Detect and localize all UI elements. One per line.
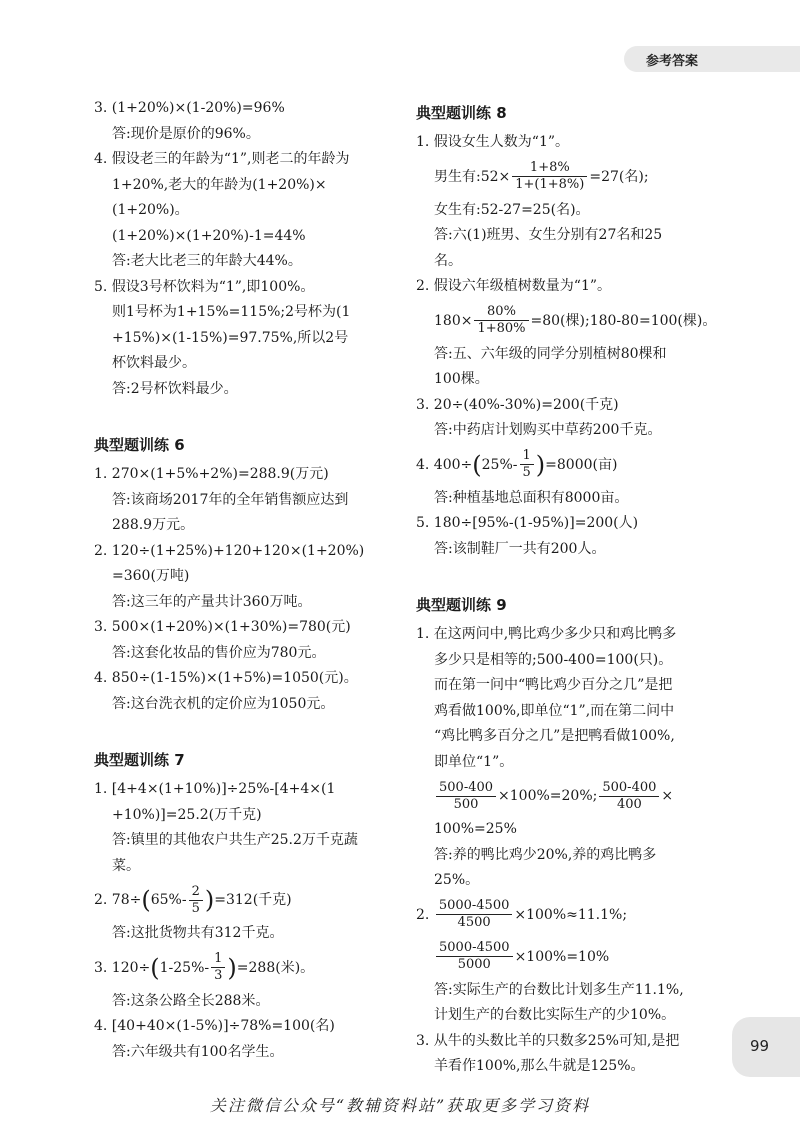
answer-line: 5. 假设3号杯饮料为“1”,即100%。 (94, 278, 315, 295)
answer-line: 3. 从牛的头数比羊的只数多25%可知,是把 (416, 1032, 680, 1049)
answer-line: 答:现价是原价的96%。 (112, 125, 260, 142)
answer-line: 4. [40+40×(1-5%)]÷78%=100(名) (94, 1018, 335, 1034)
answer-line: 计划生产的台数比实际生产的少10%。 (434, 1007, 676, 1023)
answer-line: 答:这批货物共有312千克。 (112, 925, 284, 941)
answer-line: 答:镇里的其他农户共生产25.2万千克蔬 (112, 832, 358, 848)
answer-line: 答:这台洗衣机的定价应为1050元。 (112, 695, 335, 712)
answer-line: (1+20%)。 (112, 202, 189, 218)
answer-line: 菜。 (112, 857, 140, 874)
answer-line: 4. 假设老三的年龄为“1”,则老二的年龄为 (94, 151, 350, 167)
formula-line: 2. 78÷(65%- $\frac{2}{5}$ )=312(千克) (94, 883, 292, 916)
answer-line: =360(万吨) (112, 568, 190, 584)
answer-line: 25%。 (434, 872, 480, 888)
fraction: $\frac{500-400}{500}$ (436, 780, 496, 813)
fraction: $\frac{5000-4500}{4500}$ (436, 898, 513, 931)
formula-line: 男生有:52× $\frac{1+8\%}{1+(1+8\%)}$ =27(名); (434, 160, 649, 192)
answer-line: 答:这套化妆品的售价应为780元。 (112, 644, 326, 661)
answer-line: 1. 在这两问中,鸭比鸡少多少只和鸡比鸭多 (416, 626, 677, 642)
answer-line: “鸡比鸭多百分之几”是把鸭看做100%, (434, 728, 675, 744)
fraction: $\frac{2}{5}$ (189, 884, 203, 917)
answer-line: 1. 270×(1+5%+2%)=288.9(万元) (94, 466, 329, 482)
answer-line: 答:养的鸭比鸡少20%,养的鸡比鸭多 (434, 846, 657, 863)
answer-line: 100%=25% (434, 821, 517, 837)
fraction: $\frac{1}{5}$ (520, 448, 534, 481)
answer-line: 答:该商场2017年的全年销售额应达到 (112, 491, 349, 508)
answer-line: 答:中药店计划购买中草药200千克。 (434, 422, 662, 438)
answer-line: 答:这条公路全长288米。 (112, 992, 270, 1009)
answer-line: 答:种植基地总面积有8000亩。 (434, 489, 629, 506)
answer-line: 3. 500×(1+20%)×(1+30%)=780(元) (94, 619, 351, 635)
answers-block-7 (94, 777, 394, 1065)
formula-line: $\frac{5000-4500}{5000}$ ×100%=10% (416, 936, 716, 978)
answer-line: 2. 假设六年级植树数量为“1”。 (416, 278, 612, 294)
answer-line: 即单位“1”。 (434, 753, 514, 770)
answer-line: 女生有:52-27=25(名)。 (434, 201, 590, 218)
right-column (416, 96, 716, 1080)
formula-line: $\frac{500-400}{500}$ ×100%=20%; $\frac{500-400}{400}$ × (416, 775, 716, 817)
answer-line: 1+20%,老大的年龄为(1+20%)× (112, 176, 327, 193)
answer-line: 1. 假设女生人数为“1”。 (416, 134, 570, 150)
answer-line: 4. 850÷(1-15%)×(1+5%)=1050(元)。 (94, 670, 358, 686)
answer-line: 答:2号杯饮料最少。 (112, 380, 238, 397)
answer-line: 多少只是相等的;500-400=100(只)。 (434, 651, 673, 668)
header-tab (624, 46, 800, 72)
left-column (94, 96, 394, 1065)
answer-line: 而在第一问中“鸭比鸡少百分之几”是把 (434, 677, 673, 693)
answer-line: 杯饮料最少。 (112, 355, 196, 371)
answer-line: 2. 120÷(1+25%)+120+120×(1+20%) (94, 542, 365, 559)
answer-line: 3. 20÷(40%-30%)=200(千克) (416, 396, 619, 413)
answer-line: 100棵。 (434, 371, 489, 387)
answer-line: 名。 (434, 252, 462, 269)
answer-line: 羊看作100%,那么牛就是125%。 (434, 1058, 645, 1074)
fraction: $\frac{500-400}{400}$ (599, 780, 659, 813)
fraction: $\frac{5000-4500}{5000}$ (436, 940, 513, 973)
formula-line: 4. 400÷(25%- $\frac{1}{5}$ )=8000(亩) (416, 448, 618, 480)
answer-line: 答:六(1)班男、女生分别有27名和25 (434, 227, 663, 243)
formula-line: 3. 120÷(1-25%- $\frac{1}{3}$ )=288(米)。 (94, 951, 315, 983)
answer-line: 3. (1+20%)×(1-20%)=96% (94, 100, 285, 116)
header-tab-label: 参考答案 (646, 54, 699, 69)
section-heading-9: 典型题训练 9 (416, 596, 507, 614)
fraction: $\frac{80\%}{1+80\%}$ (474, 304, 528, 337)
answer-line: 288.9万元。 (112, 517, 195, 533)
section-heading-7: 典型题训练 7 (94, 751, 185, 769)
answers-block-6 (94, 462, 394, 717)
answer-line: 答:老大比老三的年龄大44%。 (112, 253, 302, 269)
formula-line: 2. $\frac{5000-4500}{4500}$ ×100%≈11.1%; (416, 898, 628, 930)
answer-line: 答:这三年的产量共计360万吨。 (112, 593, 312, 610)
page-number: 99 (750, 1037, 770, 1055)
section-heading-6: 典型题训练 6 (94, 436, 185, 454)
formula-line: 180× $\frac{80\%}{1+80\%}$ =80(棵);180-80=100(棵)。 (434, 304, 717, 336)
footer-note: 关注微信公众号“教辅资料站”获取更多学习资料 (209, 1096, 591, 1115)
answer-line: 则1号杯为1+15%=115%;2号杯为(1 (112, 304, 351, 320)
answer-line: (1+20%)×(1+20%)-1=44% (112, 227, 306, 244)
answer-line: +15%)×(1-15%)=97.75%,所以2号 (112, 329, 349, 346)
answer-line: 答:五、六年级的同学分别植树80棵和 (434, 345, 667, 362)
answer-line: 答:六年级共有100名学生。 (112, 1043, 284, 1060)
answer-line: 1. [4+4×(1+10%)]÷25%-[4+4×(1 (94, 781, 336, 797)
answer-line: 鸡看做100%,即单位“1”,而在第二问中 (434, 702, 675, 719)
answer-line: +10%)]=25.2(万千克) (112, 806, 262, 823)
page-number-tab (732, 1017, 800, 1077)
answer-line: 5. 180÷[95%-(1-95%)]=200(人) (416, 515, 639, 531)
answer-line: 答:该制鞋厂一共有200人。 (434, 540, 606, 557)
answer-line: 答:实际生产的台数比计划多生产11.1%, (434, 981, 684, 998)
fraction: $\frac{1}{3}$ (211, 951, 225, 984)
section-heading-8: 典型题训练 8 (416, 104, 507, 122)
answers-block-1 (94, 96, 394, 402)
fraction: $\frac{1+8\%}{1+(1+8\%)}$ (512, 160, 587, 193)
